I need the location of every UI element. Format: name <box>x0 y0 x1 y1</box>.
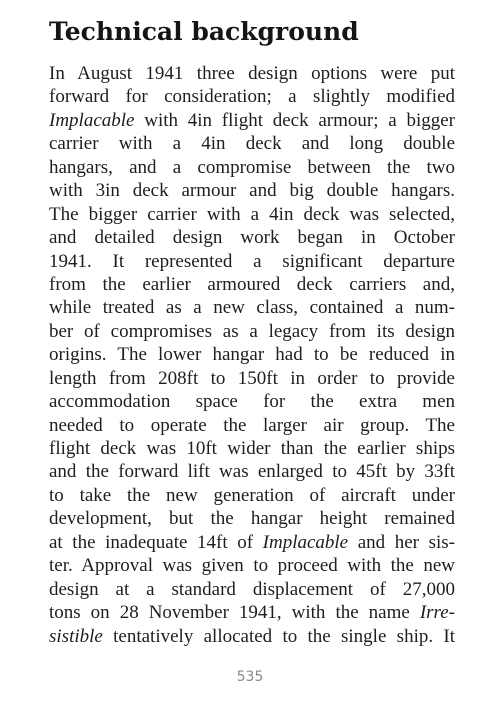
text-line <box>49 531 455 554</box>
text-line <box>49 554 455 577</box>
text-line <box>49 156 455 179</box>
text-run: flight deck was 10ft wider than the earlier ships <box>49 438 455 459</box>
text-run: and the forward lift was enlarged to 45ft by 33ft <box>49 461 455 483</box>
text-run: needed to operate the larger air group. The <box>49 414 455 436</box>
text-run: at the inadequate 14ft of <box>49 531 263 553</box>
text-line <box>49 296 455 319</box>
text-line <box>49 507 455 530</box>
text-line <box>49 273 455 296</box>
text-line <box>49 578 455 601</box>
body-text <box>49 62 455 648</box>
italic-ship-name: Implacable <box>49 109 135 131</box>
text-line <box>49 85 455 108</box>
text-line <box>49 320 455 343</box>
text-run: tons on 28 November 1941, with the name <box>49 602 420 624</box>
text-run: length from 208ft to 150ft in order to provide <box>49 367 455 389</box>
page-number: 535 <box>236 669 264 685</box>
text-line <box>49 367 455 390</box>
text-line <box>49 460 455 483</box>
text-line <box>49 203 455 226</box>
text-line <box>49 484 455 507</box>
text-run: with 4in flight deck armour; a bigger <box>134 109 455 131</box>
text-line <box>49 343 455 366</box>
text-run: forward for consideration; a slightly modified <box>49 86 455 108</box>
text-run: and her sis- <box>348 531 455 553</box>
text-run: origins. The lower hangar had to be reduced in <box>49 344 455 366</box>
text-run: 1941. It represented a significant departure <box>49 250 455 272</box>
text-line <box>49 132 455 155</box>
text-run: development, but the hangar height remained <box>49 508 455 530</box>
text-line <box>49 179 455 202</box>
italic-ship-name: Implacable <box>262 531 349 553</box>
text-line <box>49 601 455 624</box>
text-run: tentatively allocated to the single ship. It <box>102 625 455 647</box>
text-line <box>49 390 455 413</box>
text-line <box>49 437 455 460</box>
text-run: ter. Approval was given to proceed with the new <box>49 555 455 577</box>
text-run: The bigger carrier with a 4in deck was selected, <box>49 203 455 225</box>
text-line <box>49 414 455 437</box>
text-run: with 3in deck armour and big double hangars. <box>49 180 455 202</box>
text-run: to take the new generation of aircraft under <box>49 484 455 506</box>
text-run: hangars, and a compromise between the two <box>49 156 455 178</box>
italic-ship-name: Irre- <box>419 602 455 624</box>
section-title: Technical background <box>49 17 359 46</box>
text-run: while treated as a new class, contained a num- <box>49 297 455 319</box>
text-run: design at a standard displacement of 27,000 <box>49 578 455 600</box>
text-run: from the earlier armoured deck carriers and, <box>49 273 455 295</box>
text-run: In August 1941 three design options were put <box>49 63 455 84</box>
text-line <box>49 250 455 273</box>
text-run: accommodation space for the extra men <box>49 391 455 413</box>
text-line <box>49 625 455 648</box>
text-run: and detailed design work began in October <box>49 227 455 249</box>
text-line <box>49 109 455 132</box>
text-line <box>49 62 455 85</box>
text-line <box>49 226 455 249</box>
text-run: ber of compromises as a legacy from its design <box>49 320 455 342</box>
text-run: carrier with a 4in deck and long double <box>49 133 455 155</box>
italic-ship-name: sistible <box>49 625 103 647</box>
